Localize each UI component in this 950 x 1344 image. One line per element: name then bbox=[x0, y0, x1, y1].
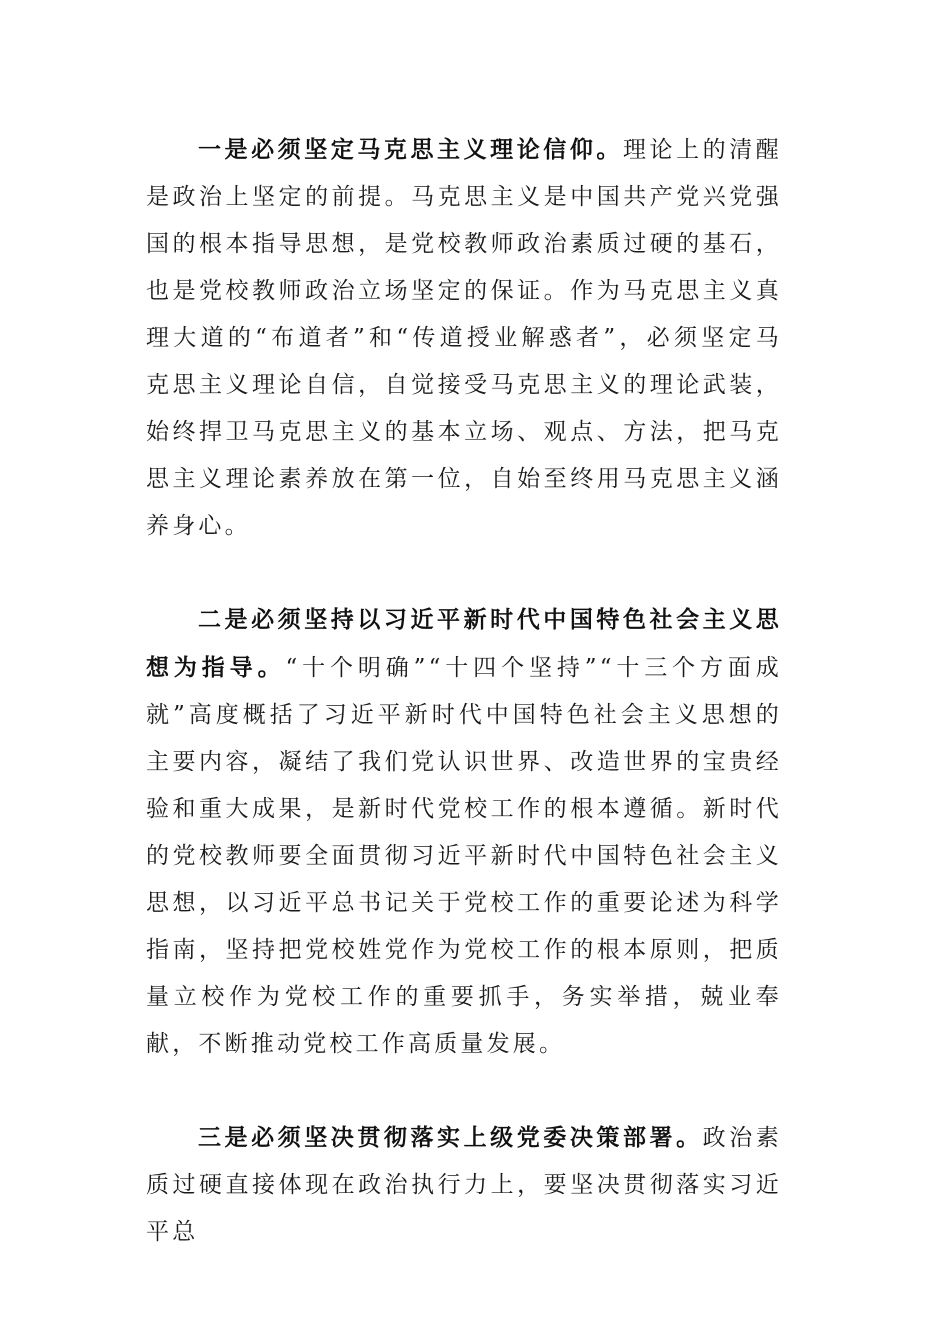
paragraph-heading: 一是必须坚定马克思主义理论信仰。 bbox=[198, 136, 623, 163]
document-page bbox=[146, 126, 782, 1256]
paragraph-heading: 三是必须坚决贯彻落实上级党委决策部署。 bbox=[198, 1124, 703, 1151]
paragraph-2 bbox=[146, 596, 782, 1068]
paragraph-3 bbox=[146, 1114, 782, 1256]
paragraph-body: “十个明确”“十四个坚持”“十三个方面成就”高度概括了习近平新时代中国特色社会主义思想的主要内容，凝结了我们党认识世界、改造世界的宝贵经验和重大成果，是新时代党校工作的根本遵循。新时代的党校教师要全面贯彻习近平新时代中国特色社会主义思想，以习近平总书记关于党校工作的重要论述为科学指南，坚持把党校姓党作为党校工作的根本原则，把质量立校作为党校工作的重要抓手，务实举措，兢业奉献，不断推动党校工作高质量发展。 bbox=[146, 655, 783, 1057]
paragraph-body: 政治素质过硬直接体现在政治执行力上，要坚决贯彻落实习近平总 bbox=[146, 1125, 782, 1245]
paragraph-body: 理论上的清醒是政治上坚定的前提。马克思主义是中国共产党兴党强国的根本指导思想，是党校教师政治素质过硬的基石，也是党校教师政治立场坚定的保证。作为马克思主义真理大道的“布道者”和“传道授业解惑者”，必须坚定马克思主义理论自信，自觉接受马克思主义的理论武装，始终捍卫马克思主义的基本立场、观点、方法，把马克思主义理论素养放在第一位，自始至终用马克思主义涵养身心。 bbox=[146, 137, 783, 539]
paragraph-1 bbox=[146, 126, 782, 550]
paragraph-heading: 二是必须坚持以习近平新时代中国特色社会主义思想为指导。 bbox=[146, 606, 782, 681]
